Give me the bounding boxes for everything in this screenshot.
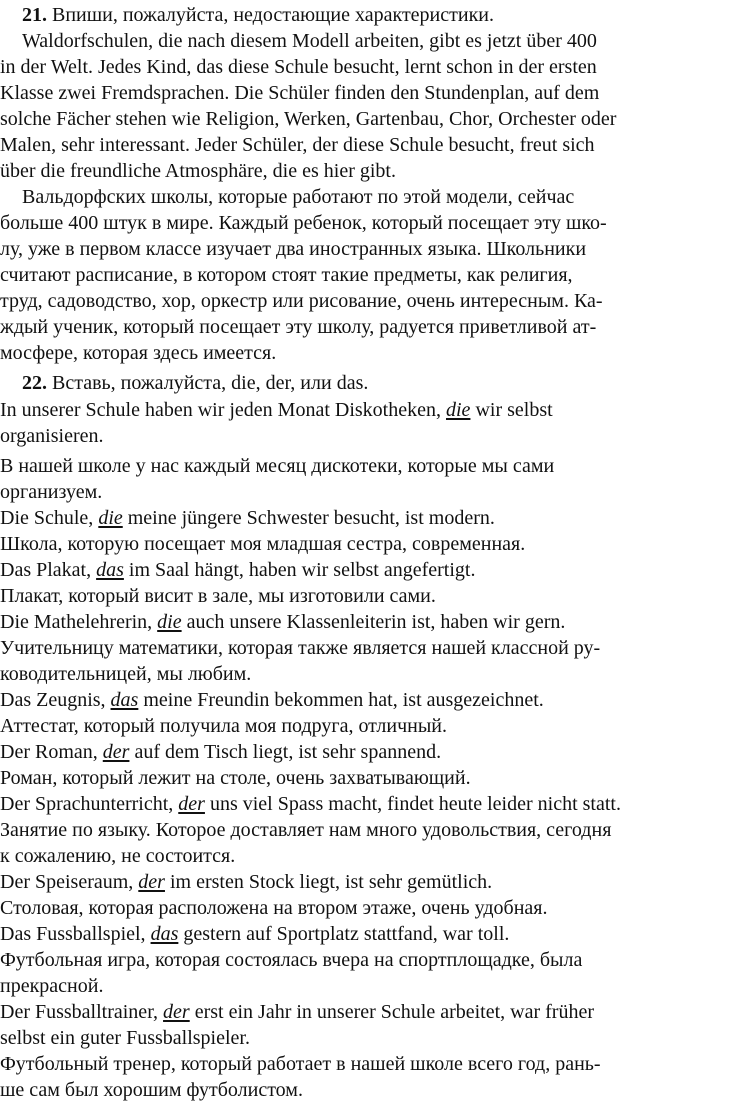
german-sentence: [0, 739, 730, 765]
sentence-end: im ersten Stock liegt, ist sehr gemütlich.: [164, 871, 493, 893]
task21-german-line: über die freundliche Atmosphäre, die es hier gibt.: [0, 160, 396, 182]
task21-russian-line: ждый ученик, который посещает эту школу, радуется приветливой ат-: [0, 316, 597, 338]
russian-translation: Футбольный тренер, который работает в нашей школе всего год, рань-: [0, 1053, 601, 1075]
task21-russian-line: считают расписание, в котором стоят такие предметы, как религия,: [0, 264, 573, 286]
german-sentence: [0, 687, 730, 713]
sentence-start: Der Speiseraum,: [0, 871, 139, 893]
sentence-start: Das Zeugnis,: [0, 689, 111, 711]
russian-translation: Футбольная игра, которая состоялась вчера на спортплощадке, была: [0, 949, 583, 971]
article-answer: die: [98, 507, 123, 529]
sentence-start: Die Schule,: [0, 507, 99, 529]
german-sentence: [0, 397, 730, 423]
russian-translation: Занятие по языку. Которое доставляет нам много удовольствия, сегодня: [0, 819, 612, 841]
russian-translation: Аттестат, который получила моя подруга, отличный.: [0, 715, 448, 737]
task21-russian-line: больше 400 штук в мире. Каждый ребенок, который посещает эту шко-: [0, 212, 607, 234]
russian-translation-continuation: ше сам был хорошим футболистом.: [0, 1079, 303, 1101]
russian-translation-continuation: к сожалению, не состоится.: [0, 845, 236, 867]
russian-translation-continuation: ководительницей, мы любим.: [0, 663, 252, 685]
sentence-end: auch unsere Klassenleiterin ist, haben wir gern.: [181, 611, 566, 633]
article-answer: die: [446, 399, 471, 421]
german-sentence: [0, 609, 730, 635]
sentence-end: wir selbst: [470, 399, 553, 421]
german-sentence-continuation: organisieren.: [0, 425, 104, 447]
sentence-start: Der Roman,: [0, 741, 103, 763]
sentence-start: Der Fussballtrainer,: [0, 1001, 164, 1023]
russian-translation: Школа, которую посещает моя младшая сестра, современная.: [0, 533, 526, 555]
task22-number: 22.: [22, 372, 47, 394]
sentence-end: auf dem Tisch liegt, ist sehr spannend.: [129, 741, 442, 763]
german-sentence-continuation: selbst ein guter Fussballspieler.: [0, 1027, 250, 1049]
german-sentence: [0, 791, 730, 817]
task21-german-line: Waldorfschulen, die nach diesem Modell arbeiten, gibt es jetzt über 400: [22, 30, 597, 52]
task22-instruction: Вставь, пожалуйста, die, der, или das.: [52, 372, 369, 394]
task21-russian-line: мосфере, которая здесь имеется.: [0, 342, 277, 364]
article-answer: das: [150, 923, 179, 945]
task21-german-line: in der Welt. Jedes Kind, das diese Schule besucht, lernt schon in der ersten: [0, 56, 597, 78]
task22-heading: [0, 370, 730, 396]
task21-number: 21.: [22, 4, 47, 26]
russian-translation: Плакат, который висит в зале, мы изготовили сами.: [0, 585, 436, 607]
sentence-start: Die Mathelehrerin,: [0, 611, 158, 633]
article-answer: der: [178, 793, 205, 815]
task21-german-line: Klasse zwei Fremdsprachen. Die Schüler finden den Stundenplan, auf dem: [0, 82, 600, 104]
article-answer: der: [138, 871, 165, 893]
article-answer: der: [102, 741, 130, 763]
task21-russian-line: труд, садоводство, хор, оркестр или рисование, очень интересным. Ка-: [0, 290, 603, 312]
sentence-end: gestern auf Sportplatz stattfand, war toll.: [178, 923, 510, 945]
sentence-start: Das Plakat,: [0, 559, 97, 581]
sentence-end: meine jüngere Schwester besucht, ist modern.: [122, 507, 495, 529]
russian-translation: Столовая, которая расположена на втором этаже, очень удобная.: [0, 897, 548, 919]
task21-russian-line: лу, уже в первом классе изучает два иностранных языка. Школьники: [0, 238, 587, 260]
russian-translation: Учительницу математики, которая также является нашей классной ру-: [0, 637, 601, 659]
task21-german-line: Malen, sehr interessant. Jeder Schüler, der diese Schule besucht, freut sich: [0, 134, 595, 156]
russian-translation: В нашей школе у нас каждый месяц дискотеки, которые мы сами: [0, 455, 555, 477]
article-answer: der: [163, 1001, 190, 1023]
german-sentence: [0, 869, 730, 895]
sentence-start: In unserer Schule haben wir jeden Monat Diskotheken,: [0, 399, 446, 421]
german-sentence: [0, 999, 730, 1025]
sentence-start: Der Sprachunterricht,: [0, 793, 179, 815]
russian-translation-continuation: прекрасной.: [0, 975, 104, 997]
article-answer: das: [96, 559, 124, 581]
german-sentence: [0, 921, 730, 947]
sentence-end: uns viel Spass macht, findet heute leider nicht statt.: [204, 793, 621, 815]
sentence-end: meine Freundin bekommen hat, ist ausgezeichnet.: [138, 689, 544, 711]
task21-russian-line: Вальдорфских школы, которые работают по этой модели, сейчас: [22, 186, 575, 208]
german-sentence: [0, 505, 730, 531]
task21-heading: [0, 2, 730, 28]
sentence-end: erst ein Jahr in unserer Schule arbeitet, war früher: [189, 1001, 594, 1023]
russian-translation-continuation: организуем.: [0, 481, 103, 503]
russian-translation: Роман, который лежит на столе, очень захватывающий.: [0, 767, 471, 789]
article-answer: die: [157, 611, 182, 633]
task21-instruction: Впиши, пожалуйста, недостающие характеристики.: [52, 4, 495, 26]
sentence-end: im Saal hängt, haben wir selbst angefertigt.: [123, 559, 476, 581]
german-sentence: [0, 557, 730, 583]
article-answer: das: [110, 689, 139, 711]
task21-german-line: solche Fächer stehen wie Religion, Werken, Gartenbau, Chor, Orchester oder: [0, 108, 617, 130]
sentence-start: Das Fussballspiel,: [0, 923, 151, 945]
